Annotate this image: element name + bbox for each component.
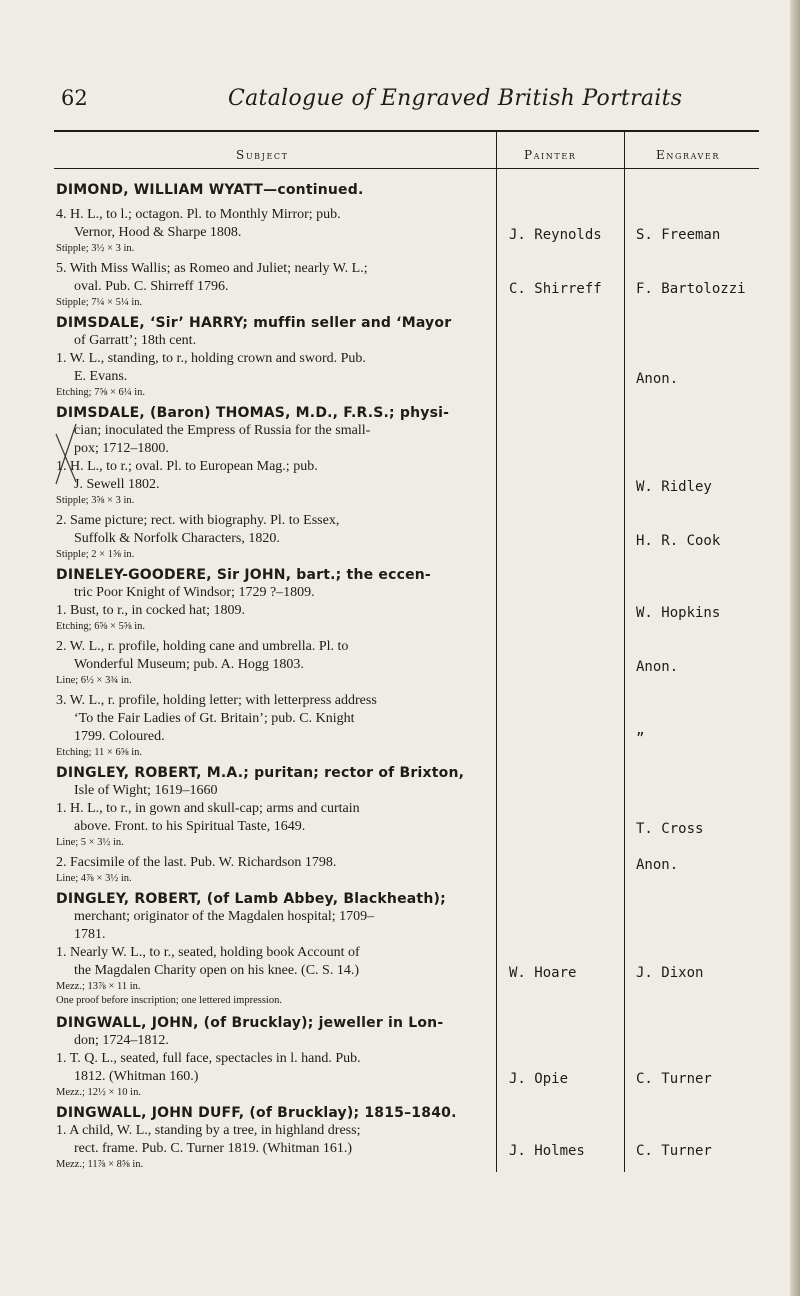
engraver-name: ” bbox=[636, 731, 645, 747]
divider-painter-engraver bbox=[624, 132, 625, 1172]
entry-line: 2. W. L., r. profile, holding cane and umbrella. Pl. to bbox=[56, 639, 349, 654]
entry-heading: DIMOND, WILLIAM WYATT—continued. bbox=[56, 182, 364, 198]
engraver-name: T. Cross bbox=[636, 821, 704, 837]
entry-line: Vernor, Hood & Sharpe 1808. bbox=[74, 225, 242, 240]
entry-heading: DINELEY-GOODERE, Sir JOHN, bart.; the eccen- bbox=[56, 567, 431, 583]
print-spec: Etching; 7⅝ × 6¼ in. bbox=[56, 387, 146, 398]
print-spec: Stipple; 3⅝ × 3 in. bbox=[56, 495, 135, 506]
entry-line: 2. Facsimile of the last. Pub. W. Richardson 1798. bbox=[56, 855, 337, 870]
entry-line: 3. W. L., r. profile, holding letter; with letterpress address bbox=[56, 693, 377, 708]
running-title: Catalogue of Engraved British Portraits bbox=[228, 86, 683, 111]
engraver-name: F. Bartolozzi bbox=[636, 281, 746, 297]
entry-heading: DINGWALL, JOHN DUFF, (of Brucklay); 1815–1840. bbox=[56, 1105, 457, 1121]
entry-line: merchant; originator of the Magdalen hospital; 1709– bbox=[74, 909, 375, 924]
entry-line: rect. frame. Pub. C. Turner 1819. (Whitman 161.) bbox=[74, 1141, 353, 1156]
print-spec: Stipple; 2 × 1⅝ in. bbox=[56, 549, 135, 560]
column-header-subject: Subject bbox=[236, 148, 289, 162]
engraver-name: H. R. Cook bbox=[636, 533, 721, 549]
entry-line: 1. H. L., to r.; oval. Pl. to European Mag.; pub. bbox=[56, 459, 318, 474]
engraver-name: S. Freeman bbox=[636, 227, 721, 243]
painter-name: J. Holmes bbox=[509, 1143, 585, 1159]
entry-heading: DIMSDALE, ‘Sir’ HARRY; muffin seller and ‘Mayor bbox=[56, 315, 452, 331]
entry-line: of Garratt’; 18th cent. bbox=[74, 333, 197, 348]
engraver-name: Anon. bbox=[636, 659, 679, 675]
entry-line: don; 1724–1812. bbox=[74, 1033, 169, 1048]
print-spec: Stipple; 3½ × 3 in. bbox=[56, 243, 135, 254]
entry-heading: DIMSDALE, (Baron) THOMAS, M.D., F.R.S.; physi- bbox=[56, 405, 450, 421]
engraver-name: Anon. bbox=[636, 371, 679, 387]
entry-line: 1. H. L., to r., in gown and skull-cap; arms and curtain bbox=[56, 801, 360, 816]
header-rule bbox=[54, 168, 759, 169]
page-number: 62 bbox=[61, 86, 88, 110]
entry-line: ‘To the Fair Ladies of Gt. Britain’; pub. C. Knight bbox=[74, 711, 355, 726]
divider-subject-painter bbox=[496, 132, 497, 1172]
engraver-name: W. Ridley bbox=[636, 479, 712, 495]
entry-line: above. Front. to his Spiritual Taste, 1649. bbox=[74, 819, 306, 834]
print-spec: Line; 5 × 3½ in. bbox=[56, 837, 124, 848]
entry-line: 1. W. L., standing, to r., holding crown and sword. Pub. bbox=[56, 351, 366, 366]
entry-line: cian; inoculated the Empress of Russia for the small- bbox=[74, 423, 371, 438]
entry-heading: DINGLEY, ROBERT, (of Lamb Abbey, Blackheath); bbox=[56, 891, 446, 907]
print-spec: Line; 6½ × 3¾ in. bbox=[56, 675, 132, 686]
print-spec: Stipple; 7¼ × 5¼ in. bbox=[56, 297, 143, 308]
print-spec: Mezz.; 12½ × 10 in. bbox=[56, 1087, 141, 1098]
entry-line: E. Evans. bbox=[74, 369, 128, 384]
entry-line: tric Poor Knight of Windsor; 1729 ?–1809. bbox=[74, 585, 315, 600]
entry-line: 4. H. L., to l.; octagon. Pl. to Monthly Mirror; pub. bbox=[56, 207, 341, 222]
entry-line: 1. T. Q. L., seated, full face, spectacles in l. hand. Pub. bbox=[56, 1051, 361, 1066]
painter-name: J. Reynolds bbox=[509, 227, 602, 243]
print-spec: Line; 4⅞ × 3½ in. bbox=[56, 873, 132, 884]
engraver-name: W. Hopkins bbox=[636, 605, 721, 621]
entry-line: pox; 1712–1800. bbox=[74, 441, 169, 456]
top-rule bbox=[54, 130, 759, 132]
page-edge-shadow bbox=[790, 0, 800, 1296]
entry-line: J. Sewell 1802. bbox=[74, 477, 160, 492]
entry-heading: DINGLEY, ROBERT, M.A.; puritan; rector of Brixton, bbox=[56, 765, 465, 781]
column-header-engraver: Engraver bbox=[656, 148, 720, 162]
entry-heading: DINGWALL, JOHN, (of Brucklay); jeweller in Lon- bbox=[56, 1015, 444, 1031]
print-spec: One proof before inscription; one lettered impression. bbox=[56, 995, 282, 1006]
entry-line: Suffolk & Norfolk Characters, 1820. bbox=[74, 531, 280, 546]
entry-line: oval. Pub. C. Shirreff 1796. bbox=[74, 279, 229, 294]
entry-line: 5. With Miss Wallis; as Romeo and Juliet; nearly W. L.; bbox=[56, 261, 368, 276]
print-spec: Etching; 6⅝ × 5⅝ in. bbox=[56, 621, 146, 632]
entry-line: 1781. bbox=[74, 927, 106, 942]
print-spec: Mezz.; 13⅞ × 11 in. bbox=[56, 981, 141, 992]
engraver-name: Anon. bbox=[636, 857, 679, 873]
entry-line: 1799. Coloured. bbox=[74, 729, 165, 744]
entry-line: Wonderful Museum; pub. A. Hogg 1803. bbox=[74, 657, 304, 672]
entry-line: 2. Same picture; rect. with biography. Pl. to Essex, bbox=[56, 513, 340, 528]
painter-name: W. Hoare bbox=[509, 965, 577, 981]
painter-name: C. Shirreff bbox=[509, 281, 602, 297]
engraver-name: C. Turner bbox=[636, 1143, 712, 1159]
print-spec: Etching; 11 × 6⅝ in. bbox=[56, 747, 143, 758]
print-spec: Mezz.; 11⅞ × 8⅝ in. bbox=[56, 1159, 144, 1170]
painter-name: J. Opie bbox=[509, 1071, 569, 1087]
entry-line: 1. A child, W. L., standing by a tree, in highland dress; bbox=[56, 1123, 361, 1138]
entry-line: 1. Bust, to r., in cocked hat; 1809. bbox=[56, 603, 245, 618]
entry-line: the Magdalen Charity open on his knee. (C. S. 14.) bbox=[74, 963, 360, 978]
entry-line: 1. Nearly W. L., to r., seated, holding book Account of bbox=[56, 945, 360, 960]
engraver-name: C. Turner bbox=[636, 1071, 712, 1087]
entry-line: Isle of Wight; 1619–1660 bbox=[74, 783, 218, 798]
column-header-painter: Painter bbox=[524, 148, 577, 162]
entry-line: 1812. (Whitman 160.) bbox=[74, 1069, 199, 1084]
engraver-name: J. Dixon bbox=[636, 965, 704, 981]
